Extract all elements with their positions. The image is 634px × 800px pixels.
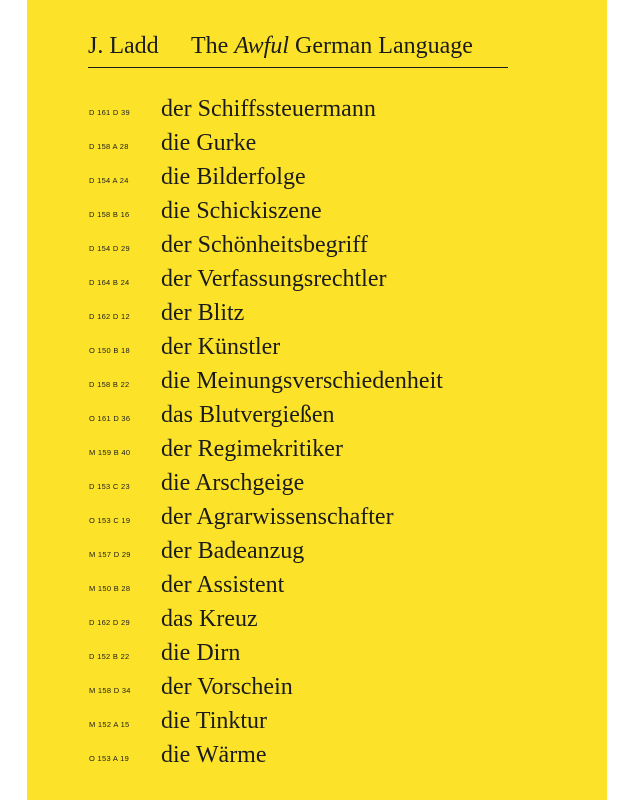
- entry-word: die Wärme: [161, 742, 267, 768]
- entry-word: der Assistent: [161, 572, 285, 598]
- entry-code: D 158 A 28: [89, 142, 129, 151]
- list-item: [0, 96, 634, 130]
- entry-word: die Arschgeige: [161, 470, 305, 496]
- entry-word: der Vorschein: [161, 674, 293, 700]
- entry-code: D 154 A 24: [89, 176, 129, 185]
- list-item: [0, 334, 634, 368]
- entry-code: D 153 C 23: [89, 482, 130, 491]
- list-item: [0, 198, 634, 232]
- list-item: [0, 300, 634, 334]
- entry-word: der Künstler: [161, 334, 281, 360]
- entry-code: M 158 D 34: [89, 686, 131, 695]
- list-item: [0, 232, 634, 266]
- entry-code: M 157 D 29: [89, 550, 131, 559]
- entry-code: M 159 B 40: [89, 448, 131, 457]
- author-name: J. Ladd: [88, 33, 159, 59]
- entry-word: die Tinktur: [161, 708, 268, 734]
- entry-code: O 153 C 19: [89, 516, 131, 525]
- entry-word: der Badeanzug: [161, 538, 305, 564]
- entry-word: die Schickiszene: [161, 198, 322, 224]
- list-item: [0, 606, 634, 640]
- list-item: [0, 436, 634, 470]
- entry-word: die Meinungsverschiedenheit: [161, 368, 443, 394]
- list-item: [0, 708, 634, 742]
- entry-code: D 158 B 16: [89, 210, 130, 219]
- list-item: [0, 368, 634, 402]
- entry-word: die Bilderfolge: [161, 164, 306, 190]
- list-item: [0, 266, 634, 300]
- entry-code: O 153 A 19: [89, 754, 130, 763]
- title-emphasis: Awful: [234, 33, 289, 59]
- entry-code: D 161 D 39: [89, 108, 130, 117]
- entry-word: der Agrarwissenschafter: [161, 504, 394, 530]
- list-item: [0, 402, 634, 436]
- entry-word: der Schönheitsbegriff: [161, 232, 368, 258]
- entry-word: die Dirn: [161, 640, 241, 666]
- entry-code: D 164 B 24: [89, 278, 130, 287]
- entry-code: M 150 B 28: [89, 584, 131, 593]
- list-item: [0, 504, 634, 538]
- entry-word: der Regimekritiker: [161, 436, 343, 462]
- list-item: [0, 640, 634, 674]
- entry-word: das Blutvergießen: [161, 402, 335, 428]
- entry-code: O 161 D 36: [89, 414, 131, 423]
- list-item: [0, 572, 634, 606]
- list-item: [0, 742, 634, 776]
- list-item: [0, 538, 634, 572]
- entry-code: D 152 B 22: [89, 652, 130, 661]
- entry-code: D 162 D 12: [89, 312, 130, 321]
- entry-word: das Kreuz: [161, 606, 258, 632]
- entry-code: O 150 B 18: [89, 346, 130, 355]
- entry-word: der Schiffssteuermann: [161, 96, 376, 122]
- entry-code: M 152 A 15: [89, 720, 130, 729]
- list-item: [0, 470, 634, 504]
- entry-word: die Gurke: [161, 130, 257, 156]
- title-prefix: The: [191, 33, 235, 59]
- list-item: [0, 130, 634, 164]
- entry-word: der Verfassungsrechtler: [161, 266, 387, 292]
- list-item: [0, 164, 634, 198]
- entry-word: der Blitz: [161, 300, 245, 326]
- entry-code: D 158 B 22: [89, 380, 130, 389]
- entry-code: D 162 D 29: [89, 618, 130, 627]
- list-item: [0, 674, 634, 708]
- title-suffix: German Language: [289, 33, 473, 59]
- entry-code: D 154 D 29: [89, 244, 130, 253]
